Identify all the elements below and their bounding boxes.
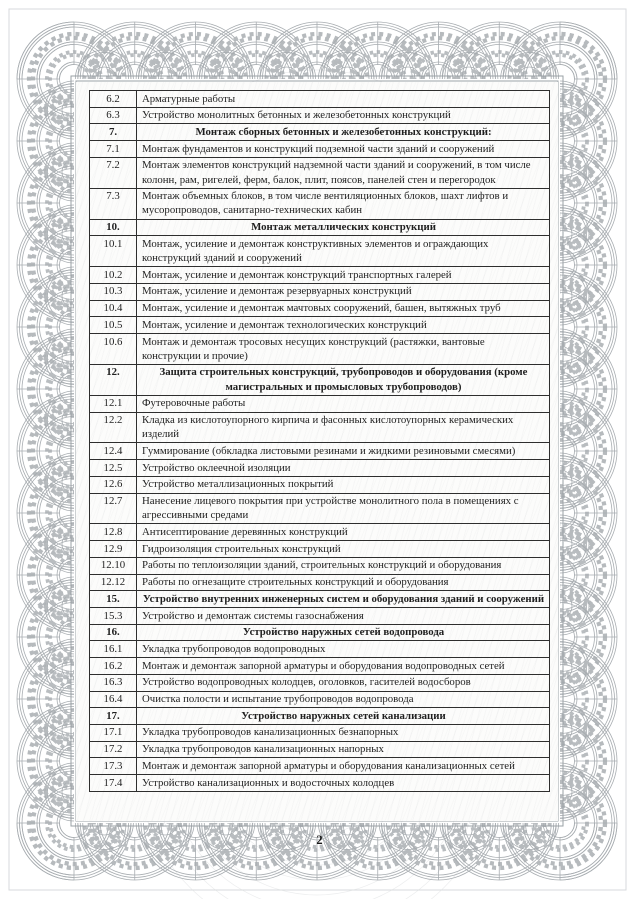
work-description: Защита строительных конструкций, трубопроводов и оборудования (кроме магистральных и промысловых трубопроводов) [137,364,550,395]
work-number: 16. [90,624,137,641]
work-number: 7.1 [90,141,137,158]
work-description: Устройство наружных сетей канализации [137,708,550,725]
work-row [90,524,550,541]
work-number: 10. [90,219,137,236]
work-row [90,412,550,443]
work-description: Устройство наружных сетей водопровода [137,624,550,641]
work-description: Укладка трубопроводов водопроводных [137,641,550,658]
work-description: Арматурные работы [137,91,550,108]
work-description: Устройство канализационных и водосточных колодцев [137,775,550,792]
work-number: 10.2 [90,267,137,284]
work-number: 16.2 [90,658,137,675]
work-row [90,691,550,708]
work-description: Монтаж сборных бетонных и железобетонных конструкций: [137,124,550,141]
work-row [90,334,550,365]
work-number: 17. [90,708,137,725]
work-number: 7. [90,124,137,141]
work-description: Монтаж, усиление и демонтаж конструкций транспортных галерей [137,267,550,284]
work-row [90,141,550,158]
work-row [90,443,550,460]
work-row [90,317,550,334]
work-number: 10.5 [90,317,137,334]
work-number: 16.3 [90,674,137,691]
work-description: Монтаж элементов конструкций надземной части зданий и сооружений, в том числе колонн, рам, ригелей, ферм, балок, плит, поясов, панелей стен и перегородок [137,157,550,188]
work-row [90,283,550,300]
work-number: 10.1 [90,236,137,267]
work-number: 12.5 [90,460,137,477]
works-table [89,90,550,792]
work-number: 17.1 [90,724,137,741]
work-number: 15. [90,591,137,608]
work-row [90,724,550,741]
work-description: Работы по огнезащите строительных конструкций и оборудования [137,574,550,591]
work-number: 7.2 [90,157,137,188]
work-number: 12.6 [90,476,137,493]
work-row [90,674,550,691]
section-row [90,219,550,236]
work-number: 17.2 [90,741,137,758]
work-number: 10.3 [90,283,137,300]
work-description: Устройство внутренних инженерных систем и оборудования зданий и сооружений [137,591,550,608]
work-row [90,107,550,124]
work-row [90,493,550,524]
work-description: Гуммирование (обкладка листовыми резинами и жидкими резиновыми смесями) [137,443,550,460]
work-row [90,574,550,591]
section-row [90,708,550,725]
work-number: 6.3 [90,107,137,124]
work-row [90,541,550,558]
section-row [90,591,550,608]
work-row [90,236,550,267]
work-row [90,641,550,658]
work-description: Устройство и демонтаж системы газоснабжения [137,608,550,625]
work-row [90,395,550,412]
work-number: 12.2 [90,412,137,443]
work-description: Антисептирование деревянных конструкций [137,524,550,541]
work-number: 12.12 [90,574,137,591]
work-number: 16.1 [90,641,137,658]
page-number: 2 [316,833,323,847]
work-description: Работы по теплоизоляции зданий, строительных конструкций и оборудования [137,557,550,574]
work-description: Монтаж металлических конструкций [137,219,550,236]
work-description: Монтаж, усиление и демонтаж мачтовых сооружений, башен, вытяжных труб [137,300,550,317]
section-row [90,624,550,641]
work-number: 10.4 [90,300,137,317]
work-description: Укладка трубопроводов канализационных безнапорных [137,724,550,741]
work-number: 12.9 [90,541,137,558]
work-row [90,608,550,625]
work-number: 12. [90,364,137,395]
work-number: 17.4 [90,775,137,792]
work-number: 7.3 [90,188,137,219]
work-description: Укладка трубопроводов канализационных напорных [137,741,550,758]
work-row [90,758,550,775]
section-row [90,364,550,395]
work-description: Монтаж объемных блоков, в том числе вентиляционных блоков, шахт лифтов и мусоропроводов, санитарно-технических кабин [137,188,550,219]
work-number: 16.4 [90,691,137,708]
work-description: Очистка полости и испытание трубопроводов водопровода [137,691,550,708]
work-description: Монтаж, усиление и демонтаж резервуарных конструкций [137,283,550,300]
work-row [90,267,550,284]
work-description: Устройство монолитных бетонных и железобетонных конструкций [137,107,550,124]
work-description: Кладка из кислотоупорного кирпича и фасонных кислотоупорных керамических изделий [137,412,550,443]
work-row [90,775,550,792]
work-number: 12.8 [90,524,137,541]
work-description: Устройство водопроводных колодцев, оголовков, гасителей водосборов [137,674,550,691]
work-row [90,300,550,317]
work-row [90,91,550,108]
work-row [90,741,550,758]
work-description: Устройство металлизационных покрытий [137,476,550,493]
work-number: 12.1 [90,395,137,412]
work-row [90,188,550,219]
work-description: Монтаж и демонтаж тросовых несущих конструкций (растяжки, вантовые конструкции и прочие) [137,334,550,365]
work-row [90,157,550,188]
work-row [90,460,550,477]
work-number: 12.7 [90,493,137,524]
work-number: 12.10 [90,557,137,574]
work-description: Монтаж, усиление и демонтаж технологических конструкций [137,317,550,334]
work-number: 10.6 [90,334,137,365]
work-row [90,658,550,675]
work-description: Монтаж и демонтаж запорной арматуры и оборудования канализационных сетей [137,758,550,775]
work-number: 17.3 [90,758,137,775]
work-row [90,476,550,493]
work-description: Монтаж и демонтаж запорной арматуры и оборудования водопроводных сетей [137,658,550,675]
work-number: 12.4 [90,443,137,460]
section-row [90,124,550,141]
work-number: 6.2 [90,91,137,108]
work-description: Монтаж фундаментов и конструкций подземной части зданий и сооружений [137,141,550,158]
work-description: Футеровочные работы [137,395,550,412]
work-number: 15.3 [90,608,137,625]
work-description: Монтаж, усиление и демонтаж конструктивных элементов и ограждающих конструкций зданий и сооружений [137,236,550,267]
work-description: Гидроизоляция строительных конструкций [137,541,550,558]
work-description: Нанесение лицевого покрытия при устройстве монолитного пола в помещениях с агрессивными средами [137,493,550,524]
work-description: Устройство оклеечной изоляции [137,460,550,477]
work-row [90,557,550,574]
